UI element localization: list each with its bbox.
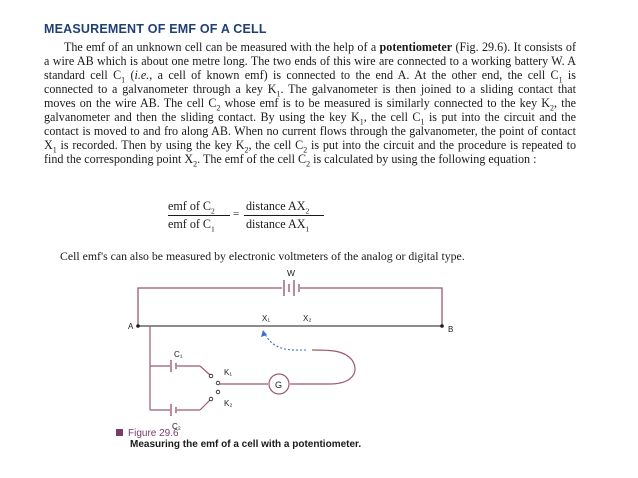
equation-equals: =: [233, 208, 240, 220]
label-x1: X₁: [262, 314, 271, 323]
voltmeter-note: Cell emf's can also be measured by electronic voltmeters of the analog or digital type.: [60, 249, 465, 263]
label-b: B: [448, 325, 454, 334]
sliding-contact-path: [265, 334, 306, 350]
label-c1: C₁: [174, 350, 183, 359]
section-heading: MEASUREMENT OF EMF OF A CELL: [44, 22, 267, 36]
equation-left-numerator: emf of $C_2$: [168, 199, 215, 216]
caption-text: Measuring the emf of a cell with a potentiometer.: [130, 439, 362, 450]
node-b: [440, 324, 444, 328]
equation-fraction-bar: [168, 215, 230, 216]
node-a: [136, 324, 140, 328]
equation-right-denominator: distance $AX_1$: [246, 217, 310, 234]
cell-c2-icon: [171, 404, 176, 416]
label-c2: C₂: [172, 422, 181, 431]
label-x2: X₂: [303, 314, 312, 323]
label-g: G: [275, 380, 283, 390]
caption-marker-icon: [116, 429, 123, 436]
label-k2: K₂: [224, 399, 233, 408]
cell-c1-icon: [171, 360, 176, 372]
figure-caption: [116, 428, 361, 450]
emf-equation: [168, 199, 338, 235]
equation-left-denominator: emf of $C_1$: [168, 217, 215, 234]
equation-right-numerator: distance $AX_2$: [246, 199, 310, 216]
battery-loop: [138, 288, 442, 326]
label-k1: K₁: [224, 368, 233, 377]
battery-w-icon: [284, 280, 299, 296]
label-a: A: [128, 322, 134, 331]
caption-label: Figure 29.6: [128, 428, 179, 439]
cell-branches: [150, 326, 355, 410]
key-k2-icon: [209, 390, 220, 401]
equation-fraction-bar: [244, 215, 324, 216]
key-k1-icon: [209, 374, 220, 385]
label-w: W: [287, 268, 296, 278]
body-paragraph: The emf of an unknown cell can be measured with the help of a potentiometer (Fig. 29.6). It consists of a wire AB which is about one metre long. The two ends of this wire are connected to a working battery W. A standard cell $C_1$ (i.e., a cell of known emf) is connected to the end A. At the other end, the cell $C_1$ is connected to a galvanometer through a key $K_1$. The galvanometer is then joined to a sliding contact that moves on the wire AB. The cell $C_2$ whose emf is to be measured is similarly connected to the key $K_2$, the galvanometer and then the sliding contact. By using the key $K_1$, the cell $C_1$ is put into the circuit and the contact is moved to and fro along AB. When no current flows through the galvanometer, the point of contact $X_1$ is recorded. Then by using the key $K_2$, the cell $C_2$ is put into the circuit and the procedure is repeated to find the corresponding point $X_2$. The emf of the cell $C_2$ is calculated by using the following equation :: [44, 40, 577, 169]
potentiometer-circuit-diagram: [0, 262, 638, 434]
